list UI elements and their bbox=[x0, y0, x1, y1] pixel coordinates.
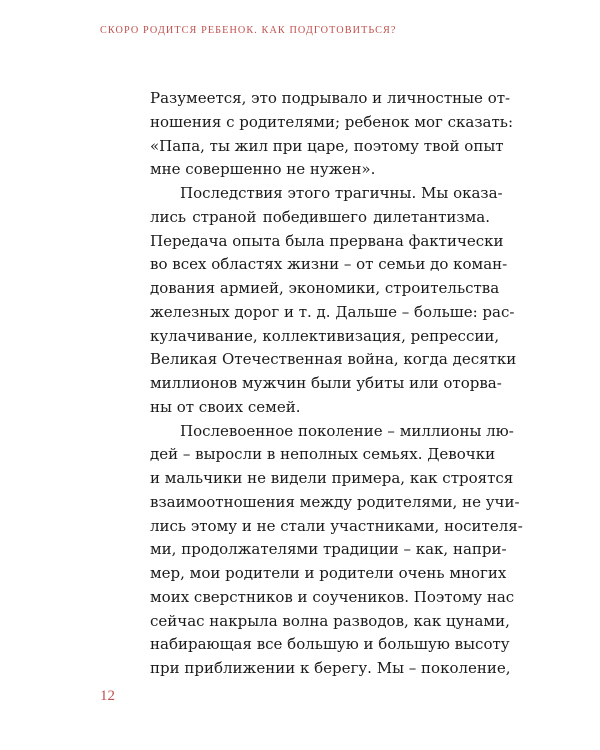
text-line: во всех областях жизни – от семьи до коман- bbox=[150, 255, 508, 274]
body-text bbox=[150, 87, 523, 681]
text-line: Передача опыта была прервана фактически bbox=[150, 231, 504, 250]
text-line: дования армией, экономики, строительства bbox=[150, 279, 500, 297]
text-line: взаимоотношения между родителями, не учи- bbox=[150, 492, 520, 511]
text-line: лись страной победившего дилетантизма. bbox=[150, 207, 490, 226]
text-line: Великая Отечественная война, когда десятки bbox=[150, 350, 517, 369]
text-line: кулачивание, коллективизация, репрессии, bbox=[150, 326, 500, 345]
text-line: лись этому и не стали участниками, носителя- bbox=[150, 516, 523, 535]
text-line: моих сверстников и соучеников. Поэтому нас bbox=[150, 587, 515, 606]
text-line: Последствия этого трагичны. Мы оказа- bbox=[180, 184, 503, 202]
text-line: ны от своих семей. bbox=[150, 397, 301, 416]
text-line: железных дорог и т. д. Дальше – больше: рас- bbox=[150, 302, 515, 321]
text-line: набирающая все большую и большую высоту bbox=[150, 635, 510, 654]
text-line: сейчас накрыла волна разводов, как цунами, bbox=[150, 611, 510, 630]
running-head: СКОРО РОДИТСЯ РЕБЕНОК. КАК ПОДГОТОВИТЬСЯ? bbox=[100, 25, 397, 36]
text-line: мне совершенно не нужен». bbox=[150, 160, 376, 179]
page-number: 12 bbox=[100, 688, 115, 704]
text-line: миллионов мужчин были убиты или оторва- bbox=[150, 374, 502, 392]
text-line: и мальчики не видели примера, как строятся bbox=[150, 469, 514, 487]
text-line: ми, продолжателями традиции – как, напри- bbox=[150, 540, 507, 559]
text-line: Послевоенное поколение – миллионы лю- bbox=[180, 421, 514, 440]
text-line: при приближении к берегу. Мы – поколение, bbox=[150, 659, 511, 677]
text-line: Разумеется, это подрывало и личностные от- bbox=[150, 89, 511, 107]
text-line: «Папа, ты жил при царе, поэтому твой опыт bbox=[150, 136, 504, 155]
text-line: ношения с родителями; ребенок мог сказать: bbox=[150, 112, 514, 131]
text-line: дей – выросли в неполных семьях. Девочки bbox=[150, 445, 496, 464]
text-line: мер, мои родители и родители очень многих bbox=[150, 564, 507, 582]
